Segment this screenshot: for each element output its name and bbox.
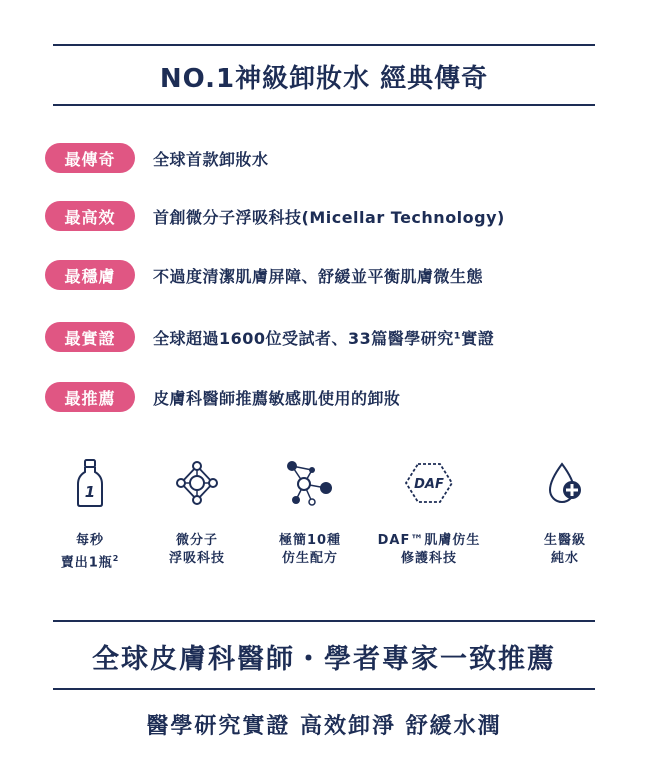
tagline: 醫學研究實證 高效卸淨 舒緩水潤: [146, 714, 502, 739]
feature-label-line1: DAF™肌膚仿生: [377, 533, 481, 548]
claim-row: [45, 201, 505, 231]
claim-badge: 最傳奇: [45, 143, 135, 173]
recommendation-banner: 全球皮膚科醫師・學者專家一致推薦: [92, 644, 556, 675]
title-underline: [53, 104, 595, 106]
feature-item: [500, 458, 630, 568]
feature-label-line1: 極簡10種: [278, 533, 342, 548]
claim-text: 全球首款卸妝水: [153, 149, 269, 169]
ingredients-icon: [282, 458, 338, 508]
daf-text: DAF: [414, 477, 444, 492]
feature-item: [364, 458, 494, 568]
daf-icon: [402, 458, 456, 508]
claim-text: 皮膚科醫師推薦敏感肌使用的卸妝: [153, 388, 401, 408]
claim-row: [45, 260, 483, 290]
claim-text: 不過度清潔肌膚屏障、舒緩並平衡肌膚微生態: [153, 266, 484, 286]
claim-badge: 最高效: [45, 201, 135, 231]
claim-badge: 最實證: [45, 322, 135, 352]
feature-label-line1: 生醫級: [543, 533, 586, 548]
claim-badge: 最穩膚: [45, 260, 135, 290]
drop-plus-icon: [540, 458, 590, 508]
claim-row: [45, 382, 401, 412]
molecule-icon: [172, 458, 222, 508]
footnote-mark: 2: [112, 554, 120, 563]
top-rule: [53, 44, 595, 46]
feature-item: [132, 458, 262, 568]
bottle-icon: [75, 458, 105, 508]
claim-text: 首創微分子浮吸科技(Micellar Technology): [153, 207, 505, 227]
feature-label-line2: 仿生配方: [281, 551, 338, 566]
feature-label-line2: 浮吸科技: [168, 551, 225, 566]
feature-label-line1: 微分子: [175, 533, 218, 548]
page-title: NO.1神級卸妝水 經典傳奇: [159, 64, 489, 94]
feature-label-line2: 純水: [550, 551, 579, 566]
claim-badge: 最推薦: [45, 382, 135, 412]
feature-label-line2: 修護科技: [400, 551, 457, 566]
banner-bottom-rule: [53, 688, 595, 690]
claim-text: 全球超過1600位受試者、33篇醫學研究¹實證: [153, 328, 495, 348]
feature-label-line1: 每秒: [75, 533, 104, 548]
bottle-number: 1: [84, 483, 96, 501]
claim-row: [45, 322, 494, 352]
claim-row: [45, 143, 269, 173]
feature-label-line2: 賣出1瓶$^2$: [60, 554, 120, 571]
feature-item: [245, 458, 375, 568]
banner-top-rule: [53, 620, 595, 622]
